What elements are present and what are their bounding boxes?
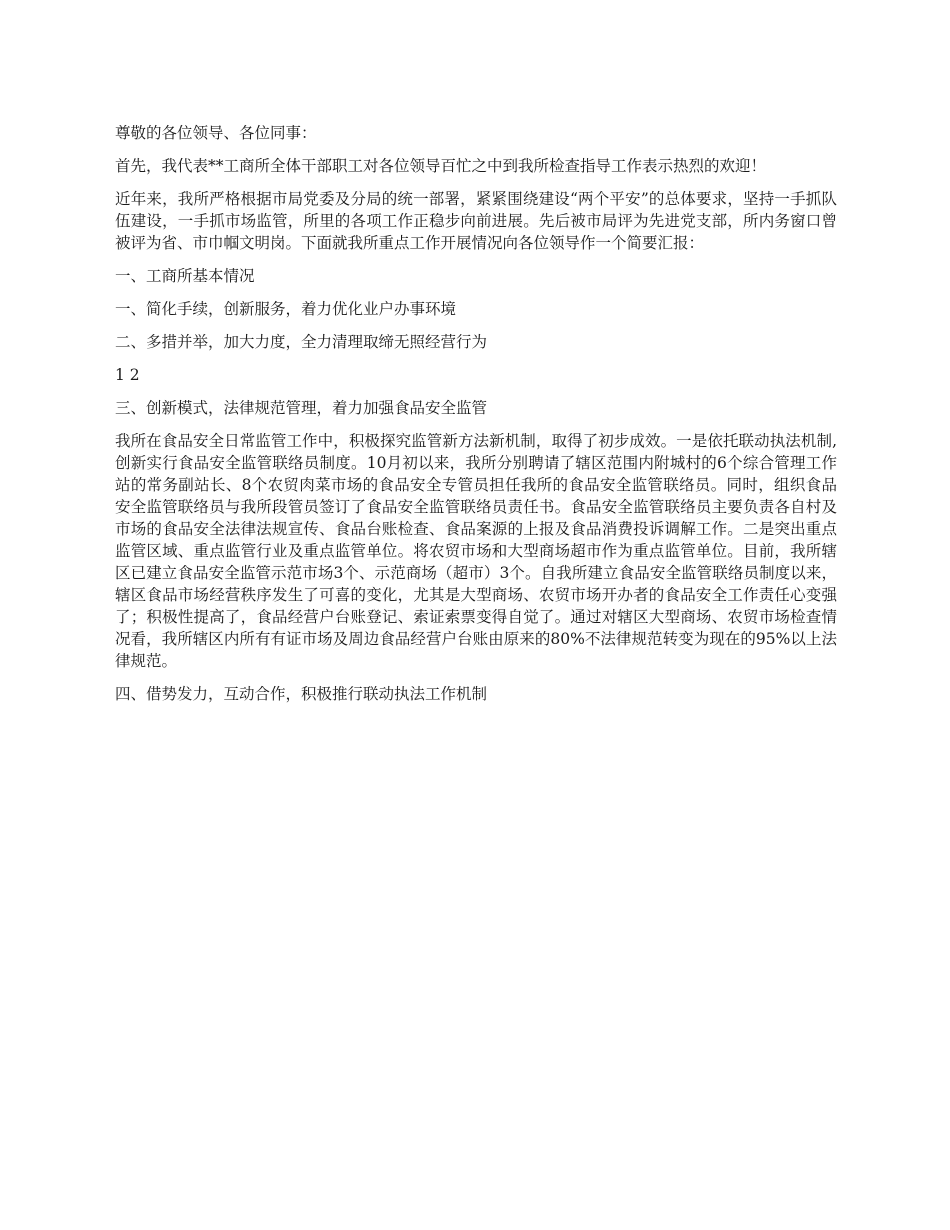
welcome-paragraph: 首先，我代表**工商所全体干部职工对各位领导百忙之中到我所检查指导工作表示热烈的欢迎！ bbox=[115, 157, 767, 175]
salutation: 尊敬的各位领导、各位同事： bbox=[115, 124, 317, 142]
food-safety-paragraph: 我所在食品安全日常监管工作中，积极探究监管新方法新机制，取得了初步成效。一是依托联动执法机制,创新实行食品安全监管联络员制度。10月初以来，我所分别聘请了辖区范围内附城村的6个综合管理工作站的常务副站长、8个农贸肉菜市场的食品安全专管员担任我所的食品安全监管联络员。同时，组织食品安全监管联络员与我所段管员签订了食品安全监管联络员责任书。食品安全监管联络员主要负责各自村及市场的食品安全法律法规宣传、食品台账检查、食品案源的上报及食品消费投诉调解工作。二是突出重点监管区域、重点监管行业及重点监管单位。将农贸市场和大型商场超市作为重点监管单位。目前，我所辖区已建立食品安全监管示范市场3个、示范商场（超市）3个。自我所建立食品安全监管联络员制度以来，辖区食品市场经营秩序发生了可喜的变化，尤其是大型商场、农贸市场开办者的食品安全工作责任心变强了；积极性提高了，食品经营户台账登记、索证索票变得自觉了。通过对辖区大型商场、农贸市场检查情况看，我所辖区内所有有证市场及周边食品经营户台账由原来的80%不法律规范转变为现在的95%以上法律规范。 bbox=[115, 432, 837, 670]
section-heading-simplify: 一、简化手续，创新服务，着力优化业户办事环境 bbox=[115, 300, 457, 318]
document-body bbox=[115, 122, 837, 716]
section-heading-basic-info: 一、工商所基本情况 bbox=[115, 267, 255, 285]
page-marker: 1 2 bbox=[115, 366, 140, 384]
section-heading-joint-enforcement: 四、借势发力，互动合作，积极推行联动执法工作机制 bbox=[115, 685, 488, 703]
section-heading-crackdown: 二、多措并举，加大力度，全力清理取缔无照经营行为 bbox=[115, 333, 488, 351]
intro-paragraph: 近年来，我所严格根据市局党委及分局的统一部署，紧紧围绕建设“两个平安”的总体要求，坚持一手抓队伍建设，一手抓市场监管，所里的各项工作正稳步向前进展。先后被市局评为先进党支部，所内务窗口曾被评为省、市巾帼文明岗。下面就我所重点工作开展情况向各位领导作一个简要汇报： bbox=[115, 190, 837, 252]
section-heading-food-safety: 三、创新模式，法律规范管理，着力加强食品安全监管 bbox=[115, 399, 488, 417]
